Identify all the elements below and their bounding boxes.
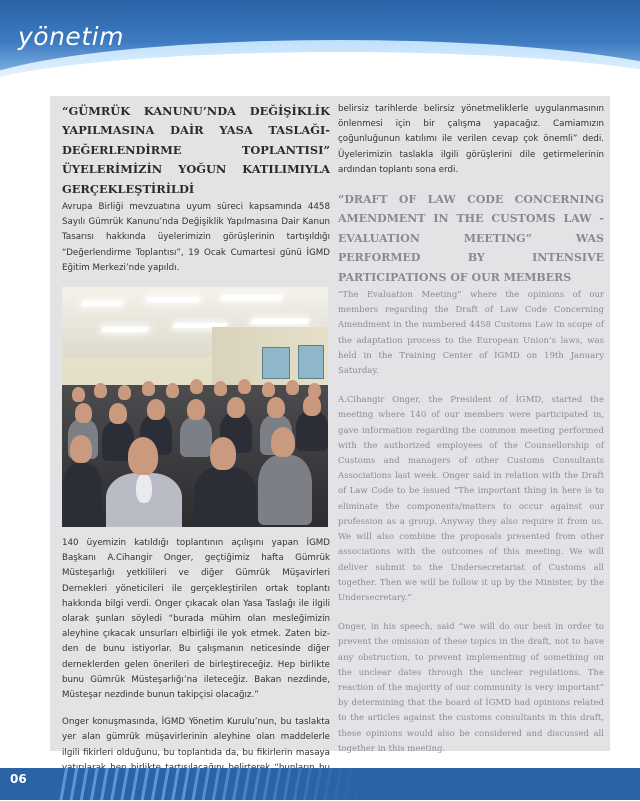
audience-member [227, 397, 245, 418]
page-number: 06 [10, 772, 27, 786]
audience-member [190, 379, 203, 394]
paragraph-gap [338, 178, 604, 190]
article-intro-turkish: Avrupa Birliği mevzuatına uyum süreci kapsamında 4458 Sayılı Gümrük Kanunu’nda Değişiklik Yapılmasına Dair Kanun Tasarısı hakkında üyelerimizin görüşlerinin tartışıldığı “Değerlendirme Toplantısı”, 19 Ocak Cumartesi günü İGMD Eğitim Merkezi’nde yapıldı. [62, 202, 330, 273]
footer-fade [180, 768, 640, 800]
article-paragraph-english: Onger, in his speech, said “we will do our best in order to prevent the omission of these topics in the draft, not to have any obstruction, to prevent implementing of something on the unclear dates through the unclear regulations. The reaction of the majority of our community is very important” by determining that the board of İGMD had opinions related to the articles against the customs consultants in this draft, these opinions would also be considered and discussed all together in this meeting. [338, 622, 604, 754]
audience-member [109, 403, 127, 424]
audience-member-front [210, 437, 236, 470]
paragraph-gap [338, 606, 604, 620]
paragraph-gap [62, 703, 330, 715]
audience-member [94, 383, 107, 398]
ceiling-lamp [81, 301, 123, 306]
ceiling-lamp [146, 297, 200, 302]
paragraph-gap [338, 379, 604, 393]
article-paragraph-english: A.Cihangir Onger, the President of İGMD, started the meeting where 140 of our members were participated in, gave information regarding the common meeting performed with the authorized employees of the Counsellorship of Customs and managers of other Customs Consultants Associations last week. Onger said in relation with the Draft of Law Code to be issued “The important thing in here is to eliminate the components/matters to occur against our profession as a group. Anyway they also require it from us. We will also combine the proposals presented from other associations with the outcomes of this meeting. We will deliver submit to the Undersecretariat of Customs all together. Then we will be follow it up by the Minister, by the Undersecretary.” [338, 395, 604, 603]
audience-member [118, 385, 131, 400]
footer-band [0, 768, 640, 800]
audience-member [75, 403, 92, 423]
audience-member [72, 387, 85, 402]
audience-member-front [70, 435, 92, 463]
ceiling-lamp [221, 295, 283, 300]
section-title: yönetim [18, 22, 124, 51]
audience-member-front [271, 427, 295, 457]
audience-suit [180, 417, 212, 457]
audience-suit [194, 467, 256, 527]
audience-member [147, 399, 165, 420]
audience-member [187, 399, 205, 420]
audience-member [286, 380, 299, 395]
photo-window [298, 345, 324, 379]
ceiling-lamp [101, 327, 149, 332]
audience-suit [258, 455, 312, 525]
article-paragraph-turkish: belirsiz tarihlerde belirsiz yönetmeliklerle uygulanmasının önlenmesi için bir çalışma yapacağız. Camiamızın çoğunluğunun katılımı ile verilen cevap çok önemli” dedi. Üyelerimizin taslakla ilgili görüşlerini dile getirmelerinin ardından toplantı sona erdi. [338, 104, 604, 175]
audience-member [238, 379, 251, 394]
article-paragraph-english: “The Evaluation Meeting” where the opinions of our members regarding the Draft of Law Code Concerning Amendment in the numbered 4458 Customs Law in scope of the adaptation process to the European Union’s laws, was held in the Training Center of İGMD on 19th January Saturday. [338, 290, 604, 377]
audience-member [303, 395, 321, 416]
audience-suit [296, 411, 328, 451]
ceiling-lamp [251, 319, 309, 324]
audience-member [142, 381, 155, 396]
article-paragraph-turkish: Onger konuşmasında, İGMD Yönetim Kurulu’nun, bu taslakta yer alan gümrük müşavirlerinin aleyhine olan maddelerle ilgili fikirleri olduğunu, bu toplantıda da, bu fikirlerin masaya [62, 717, 330, 758]
left-column [62, 102, 330, 791]
audience-suit [62, 463, 102, 527]
audience-shirt [136, 473, 152, 503]
article-paragraph-turkish: 140 üyemizin katıldığı toplantının açılışını yapan İGMD Başkanı A.Cihangir Onger, geçtiğimiz hafta Gümrük Müsteşarlığı yetkilileri ve diğer Gümrük Müşavirleri Dernekleri yöneticileri ile gerçekleştirilen ortak toplantı hakkında bilgi verdi. Onger çıkacak olan Yasa Taslağı ile ilgili olarak şunları söyledi “burada mühim olan mesleğimizin aleyhine çıkacak unsurları elbirliği ile yok etmek. Zaten bizden de bunu istiyorlar. Bu çalışmanın neticesinde diğer derneklerden gelen önerileri de birleştireceğiz. Hep birlikte bunu Gümrük Müsteşarlığı’na ileteceğiz. Bakan nezdinde, Müsteşar nezdinde bunun takipçisi olacağız.” [62, 538, 330, 701]
article-title-english: “DRAFT OF LAW CODE CONCERNING AMENDMENT IN THE CUSTOMS LAW - EVALUATION MEETING” WAS PERFORMED BY INTENSIVE PARTICIPATIONS OF OUR MEMBERS [338, 193, 604, 284]
meeting-photo [62, 287, 328, 527]
article-title-turkish: “GÜMRÜK KANUNU’NDA DEĞİŞİKLİK YAPILMASINA DAİR YASA TASLAĞI- DEĞERLENDİRME TOPLANTISI” ÜYELERİMİZİN YOĞUN KATILIMIYLA GERÇEKLEŞTİRİLDİ [62, 104, 330, 196]
audience-member-front [128, 437, 158, 475]
audience-member [214, 381, 227, 396]
audience-member [166, 383, 179, 398]
photo-window [262, 347, 290, 379]
right-column [338, 102, 604, 801]
audience-member [262, 382, 275, 397]
audience-member [267, 397, 285, 418]
